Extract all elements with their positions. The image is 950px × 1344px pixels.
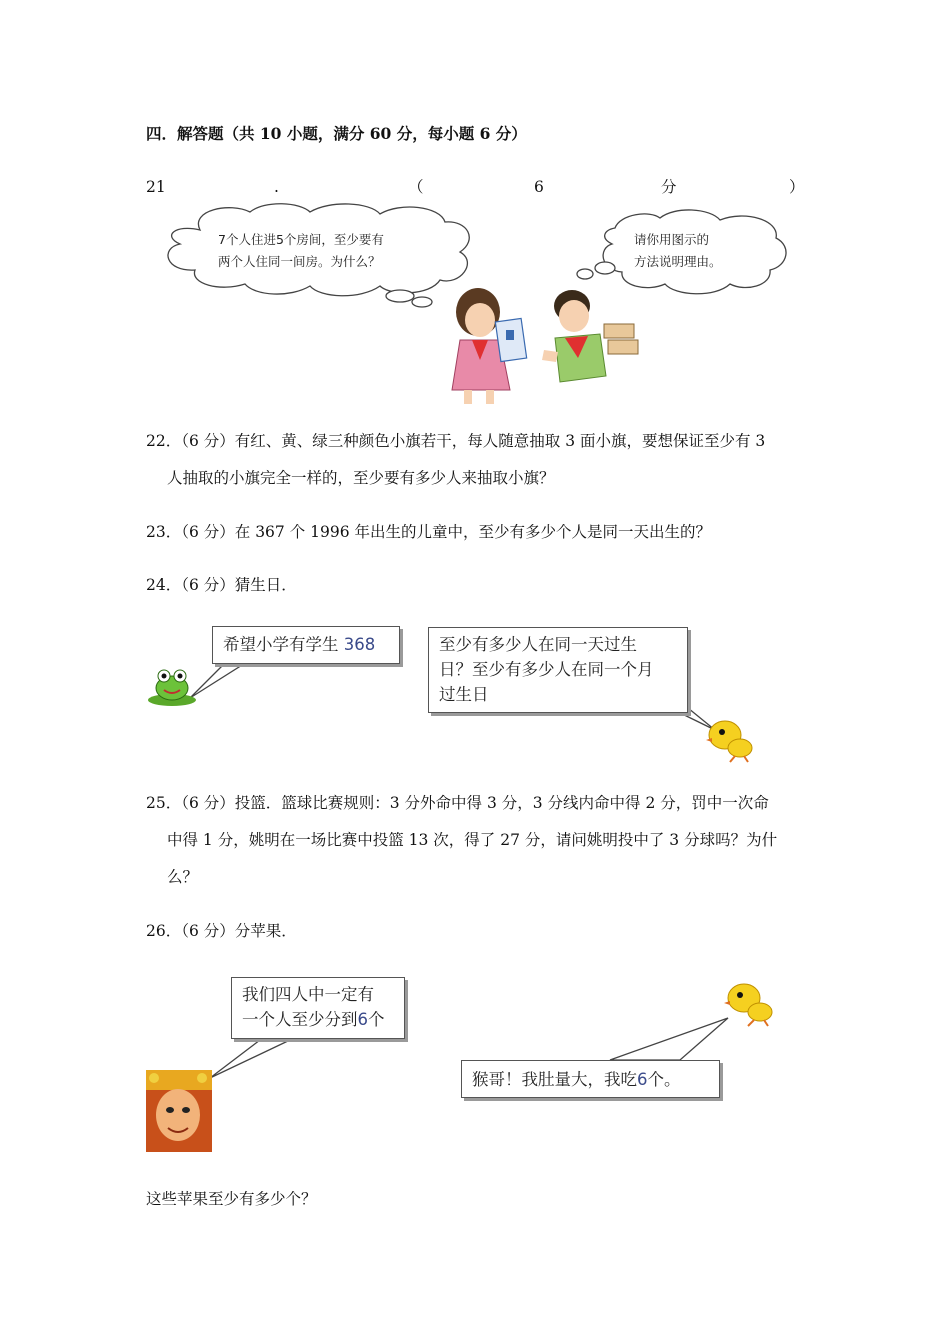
boy-bubble-line2: 方法说明理由。 bbox=[634, 254, 722, 269]
chick-bubble-text-q26: 猴哥！我肚量大，我吃 bbox=[472, 1070, 637, 1089]
monkey-bubble-end: 个 bbox=[368, 1010, 385, 1029]
q21-lparen: （ bbox=[408, 178, 424, 196]
monkey-bubble-line2: 一个人至少分到 bbox=[242, 1010, 358, 1029]
frog-bubble-num: 368 bbox=[343, 635, 376, 654]
q21-score: 6 bbox=[534, 178, 544, 196]
q22-line1: 22．（6 分）有红、黄、绿三种颜色小旗若干，每人随意抽取 3 面小旗，要想保证至少有 3 bbox=[146, 432, 766, 450]
chick-bubble-line1: 至少有多少人在同一天过生 bbox=[439, 635, 637, 654]
q21-unit: 分 bbox=[661, 178, 677, 196]
boy-bubble-line1: 请你用图示的 bbox=[634, 232, 710, 247]
q21-rparen: ） bbox=[789, 178, 805, 196]
section-title: 四．解答题（共 10 小题，满分 60 分，每小题 6 分） bbox=[146, 124, 527, 143]
girl-bubble-line2: 两个人住同一间房。为什么？ bbox=[218, 254, 381, 269]
monkey-king-image bbox=[146, 1070, 212, 1152]
q25-line2: 中得 1 分，姚明在一场比赛中投篮 13 次，得了 27 分，请问姚明投中了 3 分球吗？为什 bbox=[167, 831, 778, 849]
frog-speech-box bbox=[212, 626, 400, 664]
monkey-bubble-line1: 我们四人中一定有 bbox=[242, 985, 374, 1004]
q22-line2: 人抽取的小旗完全一样的，至少要有多少人来抽取小旗？ bbox=[167, 469, 555, 487]
chick-speech-box-q26 bbox=[461, 1060, 720, 1098]
q23-line1: 23．（6 分）在 367 个 1996 年出生的儿童中，至少有多少个人是同一天出生的？ bbox=[146, 523, 712, 541]
chick-icon bbox=[724, 984, 772, 1026]
chick-bubble-num-q26: 6 bbox=[637, 1070, 648, 1089]
boy-figure bbox=[542, 290, 638, 382]
q21-dot: . bbox=[274, 178, 279, 196]
chick-bubble-line2: 日？至少有多少人在同一个月 bbox=[439, 660, 654, 679]
chick-bubble-line3: 过生日 bbox=[439, 685, 489, 704]
monkey-bubble-num: 6 bbox=[357, 1010, 368, 1029]
frog-icon bbox=[148, 670, 196, 706]
girl-figure bbox=[452, 288, 527, 404]
monkey-speech-box bbox=[231, 977, 405, 1039]
chick-icon bbox=[706, 721, 752, 762]
q25-line1: 25．（6 分）投篮．篮球比赛规则：3 分外命中得 3 分，3 分线内命中得 2 分，罚中一次命 bbox=[146, 794, 769, 812]
frog-bubble-text: 希望小学有学生 bbox=[223, 635, 339, 654]
q24-line1: 24．（6 分）猜生日． bbox=[146, 576, 297, 594]
chick-bubble-end-q26: 个。 bbox=[647, 1070, 681, 1089]
chick-speech-box bbox=[428, 627, 688, 713]
girl-bubble-line1: 7个人住进5个房间，至少要有 bbox=[218, 232, 384, 247]
q25-line3: 么？ bbox=[167, 868, 199, 886]
q26-line1: 26．（6 分）分苹果． bbox=[146, 922, 297, 940]
q21-number: 21 bbox=[146, 178, 166, 196]
q26-question: 这些苹果至少有多少个？ bbox=[146, 1190, 317, 1208]
